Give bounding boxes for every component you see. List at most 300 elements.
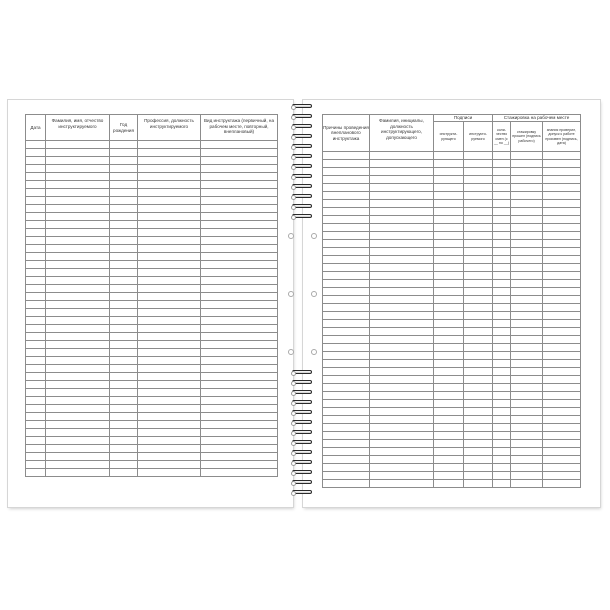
table-cell [323, 320, 370, 328]
table-cell [370, 256, 434, 264]
table-cell [26, 205, 46, 213]
table-cell [138, 445, 201, 453]
table-cell [201, 309, 278, 317]
table-row [26, 173, 278, 181]
table-cell [46, 357, 110, 365]
table-cell [138, 437, 201, 445]
table-cell [201, 213, 278, 221]
table-cell [323, 296, 370, 304]
coil-hole [291, 105, 296, 110]
table-cell [323, 232, 370, 240]
table-cell [26, 341, 46, 349]
table-row [26, 141, 278, 149]
table-cell [511, 304, 543, 312]
table-cell [511, 376, 543, 384]
table-cell [464, 464, 493, 472]
table-cell [26, 325, 46, 333]
punch-hole [311, 349, 317, 355]
coil-hole [291, 481, 296, 486]
table-cell [26, 197, 46, 205]
table-cell [110, 221, 138, 229]
table-cell [511, 272, 543, 280]
table-cell [543, 400, 581, 408]
header-profession: Профессия, должность инструктируемого [138, 115, 201, 141]
table-cell [110, 389, 138, 397]
table-row [26, 373, 278, 381]
table-cell [493, 384, 511, 392]
table-cell [493, 304, 511, 312]
table-cell [46, 229, 110, 237]
coil-hole [291, 401, 296, 406]
table-cell [493, 464, 511, 472]
table-cell [323, 200, 370, 208]
table-cell [138, 389, 201, 397]
table-row [26, 317, 278, 325]
table-cell [434, 200, 464, 208]
coil-hole [291, 491, 296, 496]
table-cell [543, 160, 581, 168]
table-cell [543, 184, 581, 192]
table-cell [110, 197, 138, 205]
table-cell [493, 200, 511, 208]
table-cell [201, 189, 278, 197]
coil-hole [291, 215, 296, 220]
table-cell [370, 280, 434, 288]
table-row [26, 421, 278, 429]
table-cell [201, 325, 278, 333]
table-cell [543, 432, 581, 440]
table-cell [138, 421, 201, 429]
table-cell [434, 448, 464, 456]
table-cell [434, 400, 464, 408]
table-cell [464, 272, 493, 280]
table-cell [511, 224, 543, 232]
table-cell [26, 453, 46, 461]
table-cell [110, 333, 138, 341]
table-cell [543, 352, 581, 360]
table-cell [138, 325, 201, 333]
table-cell [138, 365, 201, 373]
table-cell [370, 416, 434, 424]
table-cell [110, 461, 138, 469]
table-cell [511, 152, 543, 160]
table-cell [201, 413, 278, 421]
table-cell [434, 336, 464, 344]
table-cell [370, 424, 434, 432]
table-cell [543, 280, 581, 288]
table-row [26, 149, 278, 157]
table-cell [46, 421, 110, 429]
table-cell [464, 264, 493, 272]
table-cell [511, 464, 543, 472]
table-cell [201, 277, 278, 285]
header-instruction-type: Вид инструктажа (первичный, на рабочем месте, повторный, внеплановый) [201, 115, 278, 141]
table-cell [201, 445, 278, 453]
table-cell [46, 317, 110, 325]
table-cell [46, 157, 110, 165]
table-cell [493, 392, 511, 400]
table-cell [493, 312, 511, 320]
left-page [8, 100, 293, 507]
coil-hole [291, 115, 296, 120]
table-cell [464, 336, 493, 344]
table-cell [46, 165, 110, 173]
table-row [323, 264, 581, 272]
table-cell [370, 464, 434, 472]
table-cell [434, 304, 464, 312]
table-cell [46, 461, 110, 469]
table-row [323, 280, 581, 288]
coil-hole [291, 195, 296, 200]
table-cell [323, 432, 370, 440]
table-cell [46, 349, 110, 357]
table-cell [493, 432, 511, 440]
table-cell [464, 240, 493, 248]
table-cell [511, 320, 543, 328]
table-cell [370, 408, 434, 416]
table-cell [201, 141, 278, 149]
table-cell [434, 264, 464, 272]
table-cell [370, 456, 434, 464]
table-cell [201, 245, 278, 253]
table-cell [370, 440, 434, 448]
header-internship-passed: стажировку прошел (подпись рабочего) [511, 122, 543, 152]
table-cell [464, 256, 493, 264]
table-cell [493, 168, 511, 176]
table-cell [201, 261, 278, 269]
table-cell [543, 272, 581, 280]
table-cell [110, 413, 138, 421]
table-cell [434, 464, 464, 472]
table-cell [511, 480, 543, 488]
table-cell [201, 365, 278, 373]
table-cell [434, 352, 464, 360]
table-row [323, 216, 581, 224]
table-cell [46, 437, 110, 445]
table-cell [323, 184, 370, 192]
table-cell [493, 160, 511, 168]
coil-hole [291, 145, 296, 150]
table-row [26, 213, 278, 221]
table-cell [201, 285, 278, 293]
punch-hole [288, 233, 294, 239]
table-cell [46, 261, 110, 269]
table-row [26, 445, 278, 453]
table-row [26, 413, 278, 421]
header-shift-count: коли-чество смен (с __ по __) [493, 122, 511, 152]
table-row [323, 464, 581, 472]
table-cell [370, 200, 434, 208]
table-cell [26, 413, 46, 421]
table-row [323, 320, 581, 328]
table-cell [46, 173, 110, 181]
table-cell [493, 256, 511, 264]
table-row [323, 184, 581, 192]
table-row [26, 469, 278, 477]
table-row [323, 472, 581, 480]
table-cell [201, 157, 278, 165]
table-cell [434, 248, 464, 256]
table-cell [464, 320, 493, 328]
table-row [323, 352, 581, 360]
table-cell [543, 408, 581, 416]
table-cell [323, 368, 370, 376]
table-cell [110, 269, 138, 277]
table-cell [370, 192, 434, 200]
table-cell [493, 288, 511, 296]
table-cell [511, 296, 543, 304]
table-cell [434, 376, 464, 384]
table-cell [511, 400, 543, 408]
table-row [26, 389, 278, 397]
table-row [26, 221, 278, 229]
table-cell [543, 384, 581, 392]
table-cell [110, 253, 138, 261]
table-cell [110, 157, 138, 165]
table-cell [323, 280, 370, 288]
table-cell [110, 149, 138, 157]
table-row [26, 165, 278, 173]
table-cell [434, 408, 464, 416]
table-cell [46, 269, 110, 277]
table-cell [493, 416, 511, 424]
table-cell [543, 368, 581, 376]
table-cell [511, 408, 543, 416]
table-cell [26, 317, 46, 325]
table-row [26, 237, 278, 245]
table-row [26, 333, 278, 341]
table-row [26, 405, 278, 413]
table-cell [138, 397, 201, 405]
table-cell [464, 432, 493, 440]
table-cell [110, 285, 138, 293]
table-cell [464, 376, 493, 384]
table-cell [201, 301, 278, 309]
table-row [323, 400, 581, 408]
table-cell [26, 365, 46, 373]
table-cell [46, 141, 110, 149]
table-cell [201, 197, 278, 205]
table-cell [26, 253, 46, 261]
table-cell [543, 240, 581, 248]
table-cell [138, 213, 201, 221]
table-cell [46, 253, 110, 261]
table-row [26, 261, 278, 269]
table-cell [46, 397, 110, 405]
table-cell [464, 384, 493, 392]
table-cell [138, 405, 201, 413]
table-cell [434, 456, 464, 464]
table-cell [201, 349, 278, 357]
table-cell [46, 277, 110, 285]
table-cell [323, 336, 370, 344]
table-cell [201, 205, 278, 213]
table-cell [46, 389, 110, 397]
table-cell [434, 440, 464, 448]
table-cell [138, 205, 201, 213]
table-row [26, 349, 278, 357]
table-cell [434, 152, 464, 160]
table-cell [434, 480, 464, 488]
table-cell [26, 221, 46, 229]
table-cell [323, 360, 370, 368]
table-cell [26, 285, 46, 293]
table-cell [323, 264, 370, 272]
table-cell [110, 453, 138, 461]
table-cell [110, 397, 138, 405]
table-cell [464, 168, 493, 176]
table-cell [46, 293, 110, 301]
table-cell [138, 229, 201, 237]
table-cell [543, 208, 581, 216]
table-cell [323, 216, 370, 224]
table-cell [323, 328, 370, 336]
table-cell [138, 309, 201, 317]
table-row [323, 256, 581, 264]
table-cell [543, 264, 581, 272]
table-cell [543, 224, 581, 232]
table-cell [370, 168, 434, 176]
table-cell [26, 245, 46, 253]
table-cell [26, 349, 46, 357]
table-cell [493, 448, 511, 456]
table-cell [26, 461, 46, 469]
table-cell [370, 248, 434, 256]
table-cell [493, 280, 511, 288]
table-row [323, 408, 581, 416]
table-cell [464, 416, 493, 424]
table-cell [323, 304, 370, 312]
table-cell [464, 224, 493, 232]
table-cell [493, 336, 511, 344]
left-table-body [26, 141, 278, 477]
table-cell [110, 421, 138, 429]
table-cell [511, 416, 543, 424]
table-cell [323, 256, 370, 264]
table-row [323, 368, 581, 376]
table-cell [434, 472, 464, 480]
table-cell [434, 176, 464, 184]
table-cell [46, 325, 110, 333]
table-cell [26, 333, 46, 341]
table-cell [201, 357, 278, 365]
table-row [26, 397, 278, 405]
table-cell [26, 269, 46, 277]
table-cell [543, 416, 581, 424]
coil-hole [291, 451, 296, 456]
table-cell [464, 408, 493, 416]
table-cell [110, 325, 138, 333]
table-cell [201, 381, 278, 389]
table-cell [46, 309, 110, 317]
table-cell [138, 165, 201, 173]
table-cell [201, 221, 278, 229]
table-cell [110, 181, 138, 189]
table-row [26, 197, 278, 205]
header-instructor: Фамилия, инициалы, должность инструктирующего, допускающего [370, 115, 434, 152]
table-row [26, 189, 278, 197]
table-cell [370, 320, 434, 328]
table-cell [46, 221, 110, 229]
table-cell [110, 205, 138, 213]
right-page [303, 100, 600, 507]
table-cell [201, 173, 278, 181]
table-row [26, 325, 278, 333]
table-cell [138, 253, 201, 261]
table-cell [201, 453, 278, 461]
header-knowledge-check: знания проверил, допуск к работе произвел (подпись, дата) [543, 122, 581, 152]
table-cell [434, 288, 464, 296]
table-cell [46, 333, 110, 341]
table-cell [110, 165, 138, 173]
table-cell [370, 336, 434, 344]
table-cell [464, 360, 493, 368]
table-cell [511, 392, 543, 400]
table-cell [434, 216, 464, 224]
header-full-name: Фамилия, имя, отчество инструктируемого [46, 115, 110, 141]
table-cell [543, 344, 581, 352]
punch-hole [311, 233, 317, 239]
table-row [323, 248, 581, 256]
table-cell [434, 272, 464, 280]
table-cell [26, 421, 46, 429]
table-cell [493, 176, 511, 184]
table-cell [26, 437, 46, 445]
table-cell [464, 232, 493, 240]
table-cell [434, 232, 464, 240]
table-cell [434, 280, 464, 288]
table-cell [511, 440, 543, 448]
table-cell [201, 421, 278, 429]
table-cell [464, 400, 493, 408]
table-cell [543, 480, 581, 488]
table-cell [543, 392, 581, 400]
table-cell [138, 333, 201, 341]
table-cell [138, 181, 201, 189]
table-cell [138, 197, 201, 205]
table-cell [511, 200, 543, 208]
table-cell [493, 320, 511, 328]
table-row [323, 160, 581, 168]
table-cell [543, 440, 581, 448]
coil-hole [291, 431, 296, 436]
table-cell [26, 277, 46, 285]
table-cell [323, 408, 370, 416]
table-cell [201, 149, 278, 157]
table-cell [434, 168, 464, 176]
table-cell [511, 336, 543, 344]
table-cell [26, 213, 46, 221]
table-cell [46, 301, 110, 309]
table-cell [370, 240, 434, 248]
table-cell [511, 384, 543, 392]
table-cell [46, 413, 110, 421]
table-row [26, 429, 278, 437]
table-row [323, 432, 581, 440]
table-cell [370, 160, 434, 168]
table-cell [138, 381, 201, 389]
table-row [323, 304, 581, 312]
table-cell [26, 261, 46, 269]
table-cell [543, 464, 581, 472]
table-cell [434, 312, 464, 320]
table-cell [201, 437, 278, 445]
table-cell [543, 424, 581, 432]
table-cell [323, 152, 370, 160]
table-cell [323, 392, 370, 400]
table-cell [493, 352, 511, 360]
table-cell [493, 400, 511, 408]
